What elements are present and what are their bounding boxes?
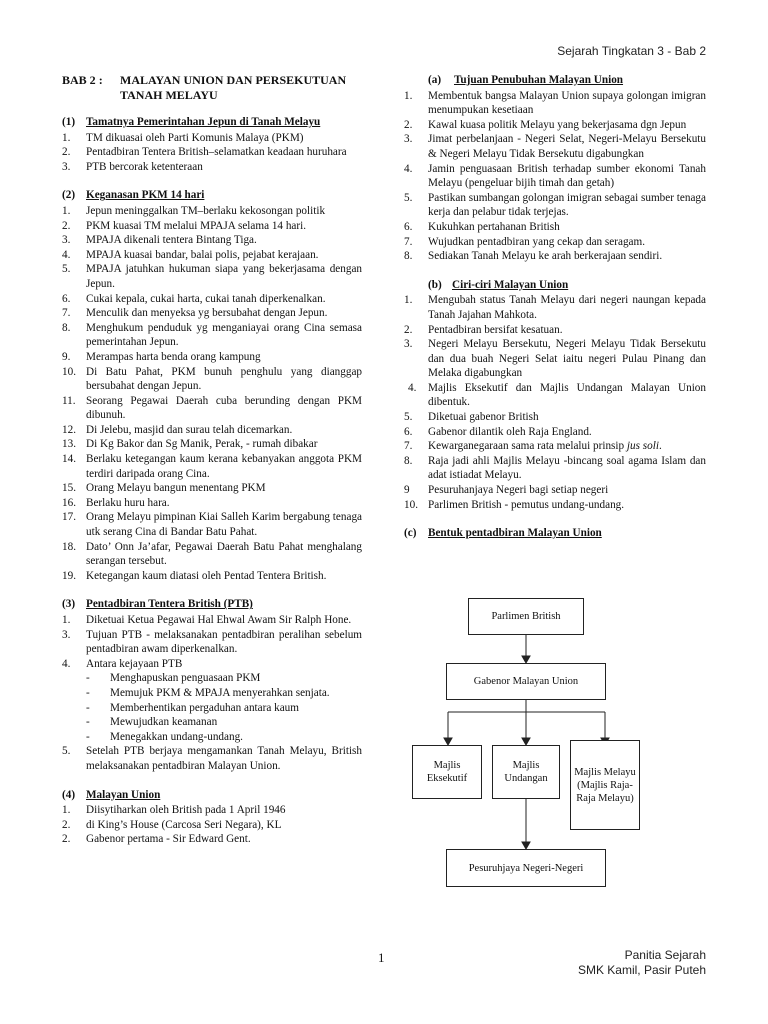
list-item-number: 13.	[62, 438, 76, 451]
list-item-text: Berlaku huru hara.	[86, 496, 170, 509]
list-item	[62, 744, 362, 773]
right-sections	[404, 73, 706, 541]
list-item-text: Seorang Pegawai Daerah cuba berunding dengan PKM dibunuh.	[86, 394, 362, 422]
list-item-text: Negeri Melayu Bersekutu, Negeri Melayu Tidak Bersekutu dan dua buah Negeri Selat iaitu negeri Pulau Pinang dan Melaka digabungkan	[428, 338, 706, 380]
list-item-number: 7.	[404, 235, 413, 248]
list-item-text: Orang Melayu bangun menentang PKM	[86, 482, 266, 495]
list-item-number: 2.	[404, 118, 413, 131]
list-item-number: 19.	[62, 569, 76, 582]
list-item-number: 11.	[62, 394, 76, 407]
list-item	[62, 569, 362, 584]
list-item	[62, 832, 362, 847]
list-item-text: Jimat perbelanjaan - Negeri Selat, Negeri-Melayu Bersekutu & Negeri Melayu Tidak Bersekutu digabungkan	[428, 133, 706, 160]
list-item-number: 5.	[404, 411, 413, 424]
list-item-text: Menculik dan menyeksa yg bersubahat dengan Jepun.	[86, 307, 328, 320]
chapter-title	[62, 73, 362, 103]
list-item	[62, 481, 362, 496]
list-item-text: Parlimen British - pemutus undang-undang.	[428, 498, 625, 511]
list-item-text: di King’s House (Carcosa Seri Negara), KL	[86, 818, 282, 831]
list-item-number: 2.	[62, 833, 71, 846]
bullet-dash: -	[86, 716, 90, 729]
sub-list-item	[62, 686, 362, 701]
list-item	[62, 233, 362, 248]
list-item	[62, 145, 362, 160]
list-item-number: 3.	[404, 338, 413, 351]
section-heading: Ciri-ciri Malayan Union	[452, 278, 569, 291]
list-item-text: Diketuai Ketua Pegawai Hal Ehwal Awam Sir Ralph Hone.	[86, 614, 352, 626]
footer-line-1: Panitia Sejarah	[624, 948, 706, 962]
list-item	[62, 803, 362, 818]
list-item	[62, 248, 362, 263]
list-item-text: Di Jelebu, masjid dan surau telah dicemarkan.	[86, 423, 293, 436]
sub-list-item	[62, 671, 362, 686]
list-item-number: 2.	[62, 219, 71, 232]
section-title	[62, 597, 362, 612]
list-item-text: Jepun meninggalkan TM–berlaku kekosongan politik	[86, 204, 326, 217]
list-item	[404, 132, 706, 161]
section-list	[404, 89, 706, 264]
list-item-text: Sediakan Tanah Melayu ke arah berkerajaan sendiri.	[428, 250, 663, 263]
list-item-number: 2.	[404, 323, 413, 336]
list-item-text: Orang Melayu pimpinan Kiai Salleh Karim bergabung tenaga utk serang Cina di Bandar Batu Pahat.	[86, 511, 362, 539]
list-item-text: Berlaku ketegangan kaum kerana kebanyakan anggota PKM terdiri daripada orang Cina.	[86, 453, 362, 480]
list-item-text: Tujuan PTB - melaksanakan pentadbiran peralihan sebelum pentadbiran awam diperkenalkan.	[86, 628, 362, 656]
sub-list-item-text: Mewujudkan keamanan	[110, 716, 218, 729]
list-item	[404, 498, 706, 513]
section-title	[404, 73, 706, 88]
list-item-number: 5.	[62, 745, 71, 758]
list-item	[404, 293, 706, 322]
list-item-text: PKM kuasai TM melalui MPAJA selama 14 hari.	[86, 219, 307, 232]
list-item-text: Membentuk bangsa Malayan Union supaya golongan imigran menumpukan kesetiaan	[428, 89, 706, 117]
section-number: (2)	[62, 189, 76, 202]
list-item	[404, 337, 706, 381]
list-item-number: 18.	[62, 540, 76, 553]
list-item-number: 3.	[404, 133, 413, 146]
list-item	[62, 452, 362, 481]
sub-list-item-text: Memberhentikan pergaduhan antara kaum	[110, 701, 299, 714]
right-column	[404, 73, 706, 542]
list-item-number: 12.	[62, 423, 76, 436]
list-item-text: Diisytiharkan oleh British pada 1 April 1946	[86, 804, 286, 817]
page-header: Sejarah Tingkatan 3 - Bab 2	[557, 44, 706, 58]
section-title	[62, 788, 362, 803]
list-item	[62, 657, 362, 672]
list-item-number: 9	[404, 484, 410, 497]
section-list	[62, 613, 362, 774]
sub-list-item	[62, 701, 362, 716]
list-item-text: Setelah PTB berjaya mengamankan Tanah Melayu, British melaksanakan pentadbiran Malayan Union.	[86, 745, 362, 772]
list-item-number: 6.	[404, 220, 413, 233]
list-item	[62, 292, 362, 307]
list-item	[404, 235, 706, 250]
list-item-number: 10.	[62, 365, 76, 378]
list-item-text: Gabenor dilantik oleh Raja England.	[428, 425, 592, 438]
section-title	[404, 278, 706, 293]
list-item	[404, 323, 706, 338]
section-number: (a)	[428, 74, 442, 86]
list-item-text: Pesuruhanjaya Negeri bagi setiap negeri	[428, 484, 609, 497]
list-item	[404, 191, 706, 220]
list-item	[62, 540, 362, 569]
list-item-number: 8.	[404, 454, 413, 467]
sub-list-item	[62, 730, 362, 745]
list-item	[62, 818, 362, 833]
list-item-number: 2.	[62, 818, 71, 831]
list-item-text: Gabenor pertama - Sir Edward Gent.	[86, 833, 251, 846]
list-item-number: 4.	[408, 381, 417, 394]
section-title	[62, 188, 362, 203]
list-item	[62, 219, 362, 234]
list-item-number: 7.	[404, 440, 413, 453]
page-footer	[578, 948, 706, 978]
list-item	[62, 306, 362, 321]
section-list	[62, 204, 362, 583]
list-item-text: Cukai kepala, cukai harta, cukai tanah diperkenalkan.	[86, 292, 326, 305]
list-item-text: Menghukum penduduk yg menganiayai orang Cina semasa pemerintahan Jepun.	[86, 321, 362, 349]
section-number: (b)	[428, 278, 442, 291]
section-heading: Malayan Union	[86, 788, 161, 801]
list-item-number: 1.	[62, 204, 71, 217]
list-item-number: 4.	[62, 657, 71, 670]
list-item-text: Kewarganegaraan sama rata melalui prinsip jus soli.	[428, 440, 662, 453]
list-item-number: 6.	[62, 292, 71, 305]
box-majlis-melayu: Majlis Melayu (Majlis Raja-Raja Melayu)	[570, 740, 640, 830]
list-item-text: Di Batu Pahat, PKM bunuh penghulu yang dianggap bersubahat dengan Jepun.	[86, 365, 362, 393]
list-item-number: 8.	[62, 321, 71, 334]
list-item-text: Raja jadi ahli Majlis Melayu -bincang soal agama Islam dan adat istiadat Melayu.	[428, 454, 706, 482]
list-item-number: 3.	[62, 234, 71, 247]
box-gabenor: Gabenor Malayan Union	[446, 663, 606, 700]
list-item-number: 1.	[404, 89, 413, 102]
page-number: 1	[378, 950, 385, 965]
section-title	[62, 115, 362, 130]
list-item-number: 1.	[62, 614, 71, 626]
box-eksekutif: Majlis Eksekutif	[412, 745, 482, 799]
section-list	[62, 803, 362, 847]
list-item-text: Diketuai gabenor British	[428, 411, 539, 424]
list-item-number: 3.	[62, 160, 71, 173]
arrow-head	[444, 738, 452, 745]
section-list	[62, 131, 362, 175]
list-item-number: 2.	[62, 146, 71, 159]
section-number: (c)	[404, 527, 417, 540]
list-item-number: 6.	[404, 425, 413, 438]
section-heading: Tujuan Penubuhan Malayan Union	[454, 74, 624, 86]
sub-list-item	[62, 715, 362, 730]
bullet-dash: -	[86, 686, 90, 699]
list-item-number: 7.	[62, 307, 71, 320]
list-item	[62, 321, 362, 350]
section-number: (1)	[62, 116, 76, 128]
list-item-text: Pentadbiran Tentera British–selamatkan keadaan huruhara	[86, 146, 347, 159]
sub-list-item-text: Memujuk PKM & MPAJA menyerahkan senjata.	[110, 686, 330, 699]
box-undangan: Majlis Undangan	[492, 745, 560, 799]
list-item-number: 3.	[62, 628, 71, 641]
list-item	[404, 425, 706, 440]
list-item	[62, 131, 362, 146]
section-heading: Bentuk pentadbiran Malayan Union	[428, 527, 602, 540]
list-item-text: TM dikuasai oleh Parti Komunis Malaya (PKM)	[86, 131, 304, 144]
arrow-head	[522, 738, 530, 745]
sub-list-item-text: Menegakkan undang-undang.	[110, 730, 243, 743]
list-item-text: Mengubah status Tanah Melayu dari negeri naungan kepada Tanah Jajahan Mahkota.	[428, 294, 706, 321]
list-item-number: 1.	[404, 294, 413, 307]
list-item	[404, 89, 706, 118]
list-item-number: 5.	[404, 191, 413, 204]
section-heading: Pentadbiran Tentera British (PTB)	[86, 598, 253, 611]
bullet-dash: -	[86, 672, 90, 685]
list-item-number: 1.	[62, 804, 71, 817]
list-item-text: Merampas harta benda orang kampung	[86, 350, 261, 363]
chapter-title-text: MALAYAN UNION DAN PERSEKUTUAN TANAH MELAYU	[120, 73, 347, 102]
bullet-dash: -	[86, 730, 90, 743]
sub-list-item-text: Menghapuskan penguasaan PKM	[110, 672, 261, 685]
list-item	[62, 204, 362, 219]
list-item-number: 14.	[62, 453, 76, 466]
section-title	[404, 526, 706, 541]
list-item-number: 5.	[62, 263, 71, 276]
list-item-text: Di Kg Bakor dan Sg Manik, Perak, - rumah dibakar	[86, 438, 318, 451]
list-item	[62, 510, 362, 539]
list-item-number: 17.	[62, 511, 76, 524]
list-item	[62, 423, 362, 438]
section-heading: Tamatnya Pemerintahan Jepun di Tanah Melayu	[86, 116, 321, 128]
list-item	[404, 381, 706, 410]
list-item	[62, 262, 362, 291]
box-parlimen: Parlimen British	[468, 598, 584, 635]
list-item-text: MPAJA dikenali tentera Bintang Tiga.	[86, 234, 257, 247]
list-item-text: Pentadbiran bersifat kesatuan.	[428, 323, 563, 336]
list-item	[62, 365, 362, 394]
section-number: (4)	[62, 788, 76, 801]
list-item	[62, 437, 362, 452]
list-item	[404, 249, 706, 264]
list-item	[404, 483, 706, 498]
list-item-text: Pastikan sumbangan golongan imigran sebagai sumber tenaga kerja dan pelabur tidak terjejas.	[428, 191, 706, 219]
bullet-dash: -	[86, 701, 90, 714]
list-item	[404, 220, 706, 235]
arrow-head	[522, 842, 530, 849]
list-item-text: Majlis Eksekutif dan Majlis Undangan Malayan Union dibentuk.	[428, 381, 706, 409]
list-item	[62, 160, 362, 175]
list-item-number: 16.	[62, 496, 76, 509]
list-item-text: MPAJA kuasai bandar, balai polis, pejabat kerajaan.	[86, 248, 319, 261]
section-list	[404, 293, 706, 512]
list-item	[404, 162, 706, 191]
list-item	[404, 439, 706, 454]
section-number: (3)	[62, 598, 76, 611]
list-item	[62, 496, 362, 511]
list-item-number: 8.	[404, 250, 413, 263]
section-heading: Keganasan PKM 14 hari	[86, 189, 205, 202]
list-item	[404, 118, 706, 133]
list-item-text: Kukuhkan pertahanan British	[428, 220, 560, 233]
chapter-label: BAB 2 :	[62, 73, 103, 87]
list-item-text: MPAJA jatuhkan hukuman siapa yang bekerjasama dengan Jepun.	[86, 263, 362, 290]
list-item-text: Jamin penguasaan British terhadap sumber ekonomi Tanah Melayu (pengeluar bijih timah dan getah)	[428, 162, 706, 190]
list-item	[62, 394, 362, 423]
org-chart	[404, 590, 706, 900]
box-pesuruhjaya: Pesuruhjaya Negeri-Negeri	[446, 849, 606, 887]
list-item	[404, 454, 706, 483]
list-item	[62, 628, 362, 657]
list-item-text: Antara kejayaan PTB	[86, 657, 183, 670]
arrow-head	[522, 656, 530, 663]
list-item-number: 1.	[62, 131, 71, 144]
list-item-text: Wujudkan pentadbiran yang cekap dan seragam.	[428, 235, 645, 248]
list-item-text: PTB bercorak ketenteraan	[86, 160, 203, 173]
list-item-text: Kawal kuasa politik Melayu yang bekerjasama dgn Jepun	[428, 118, 687, 131]
list-item-number: 10.	[404, 498, 418, 511]
list-item-number: 4.	[404, 162, 413, 175]
left-sections	[62, 115, 362, 847]
list-item-text: Ketegangan kaum diatasi oleh Pentad Tentera British.	[86, 569, 327, 582]
list-item	[404, 410, 706, 425]
list-item-text: Dato’ Onn Ja’afar, Pegawai Daerah Batu Pahat menghalang serangan tersebut.	[86, 540, 362, 568]
list-item-number: 15.	[62, 482, 76, 495]
footer-line-2: SMK Kamil, Pasir Puteh	[577, 963, 706, 977]
list-item	[62, 350, 362, 365]
list-item-number: 9.	[62, 350, 71, 363]
list-item-number: 4.	[62, 248, 71, 261]
list-item	[62, 613, 362, 628]
left-column	[62, 73, 362, 847]
